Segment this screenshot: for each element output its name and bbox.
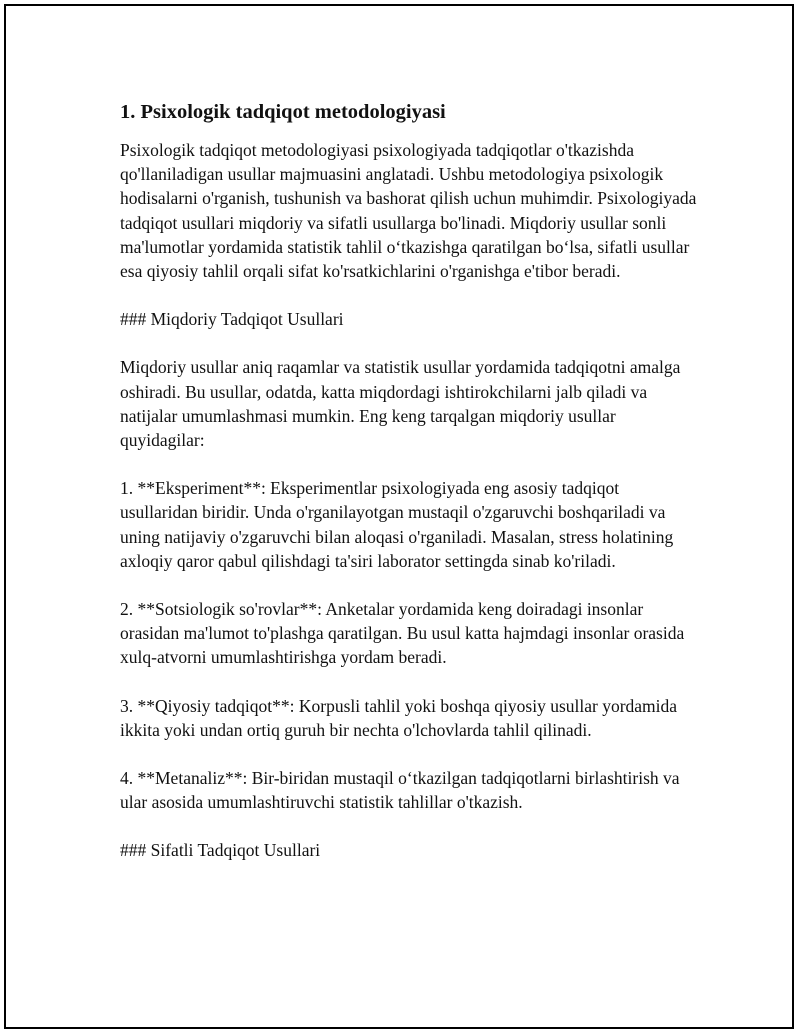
list-item-surveys: 2. **Sotsiologik so'rovlar**: Anketalar yordamida keng doiradagi insonlar orasidan ma'lumot to'plashga qaratilgan. Bu usul katta hajmdagi insonlar orasida xulq-atvorni umumlashtirishga yordam beradi. [120,599,685,668]
document-content [120,98,700,887]
document-page [4,4,794,1029]
list-item-metaanalysis: 4. **Metanaliz**: Bir-biridan mustaqil o‘tkazilgan tadqiqotlarni birlashtirish va ular asosida umumlashtiruvchi statistik tahlillar o'tkazish. [120,768,680,813]
intro-paragraph: Psixologik tadqiqot metodologiyasi psixologiyada tadqiqotlar o'tkazishda qo'llaniladigan usullar majmuasini anglatadi. Ushbu metodologiya psixologik hodisalarni o'rganish, tushunish va bashorat qilish uchun muhimdir. Psixologiyada tadqiqot usullari miqdoriy va sifatli usullarga bo'linadi. Miqdoriy usullar sonli ma'lumotlar yordamida statistik tahlil o‘tkazishga qaratilgan bo‘lsa, sifatli usullar esa qiyosiy tahlil orqali sifat ko'rsatkichlarini o'rganishga e'tibor beradi. [120,140,697,282]
list-item-comparative: 3. **Qiyosiy tadqiqot**: Korpusli tahlil yoki boshqa qiyosiy usullar yordamida ikkita yoki undan ortiq guruh bir nechta o'lchovlarda tahlil qilinadi. [120,695,678,740]
document-title: 1. Psixologik tadqiqot metodologiyasi [120,101,446,123]
quantitative-intro-paragraph: Miqdoriy usullar aniq raqamlar va statistik usullar yordamida tadqiqotni amalga oshiradi. Bu usullar, odatda, katta miqdordagi ishtirokchilarni jalb qiladi va natijalar umumlashmasi mumkin. Eng keng tarqalgan miqdoriy usullar quyidagilar: [120,357,681,451]
section-heading-quantitative: ### Miqdoriy Tadqiqot Usullari [120,309,344,330]
section-heading-qualitative: ### Sifatli Tadqiqot Usullari [120,840,321,861]
list-item-experiment: 1. **Eksperiment**: Eksperimentlar psixologiyada eng asosiy tadqiqot usullaridan biridir. Unda o'rganilayotgan mustaqil o'zgaruvchi boshqariladi va uning natijaviy o'zgaruvchi bilan aloqasi o'rganiladi. Masalan, stress holatining axloqiy qaror qabul qilishdagi ta'siri laborator settingda sinab ko'riladi. [120,478,674,571]
